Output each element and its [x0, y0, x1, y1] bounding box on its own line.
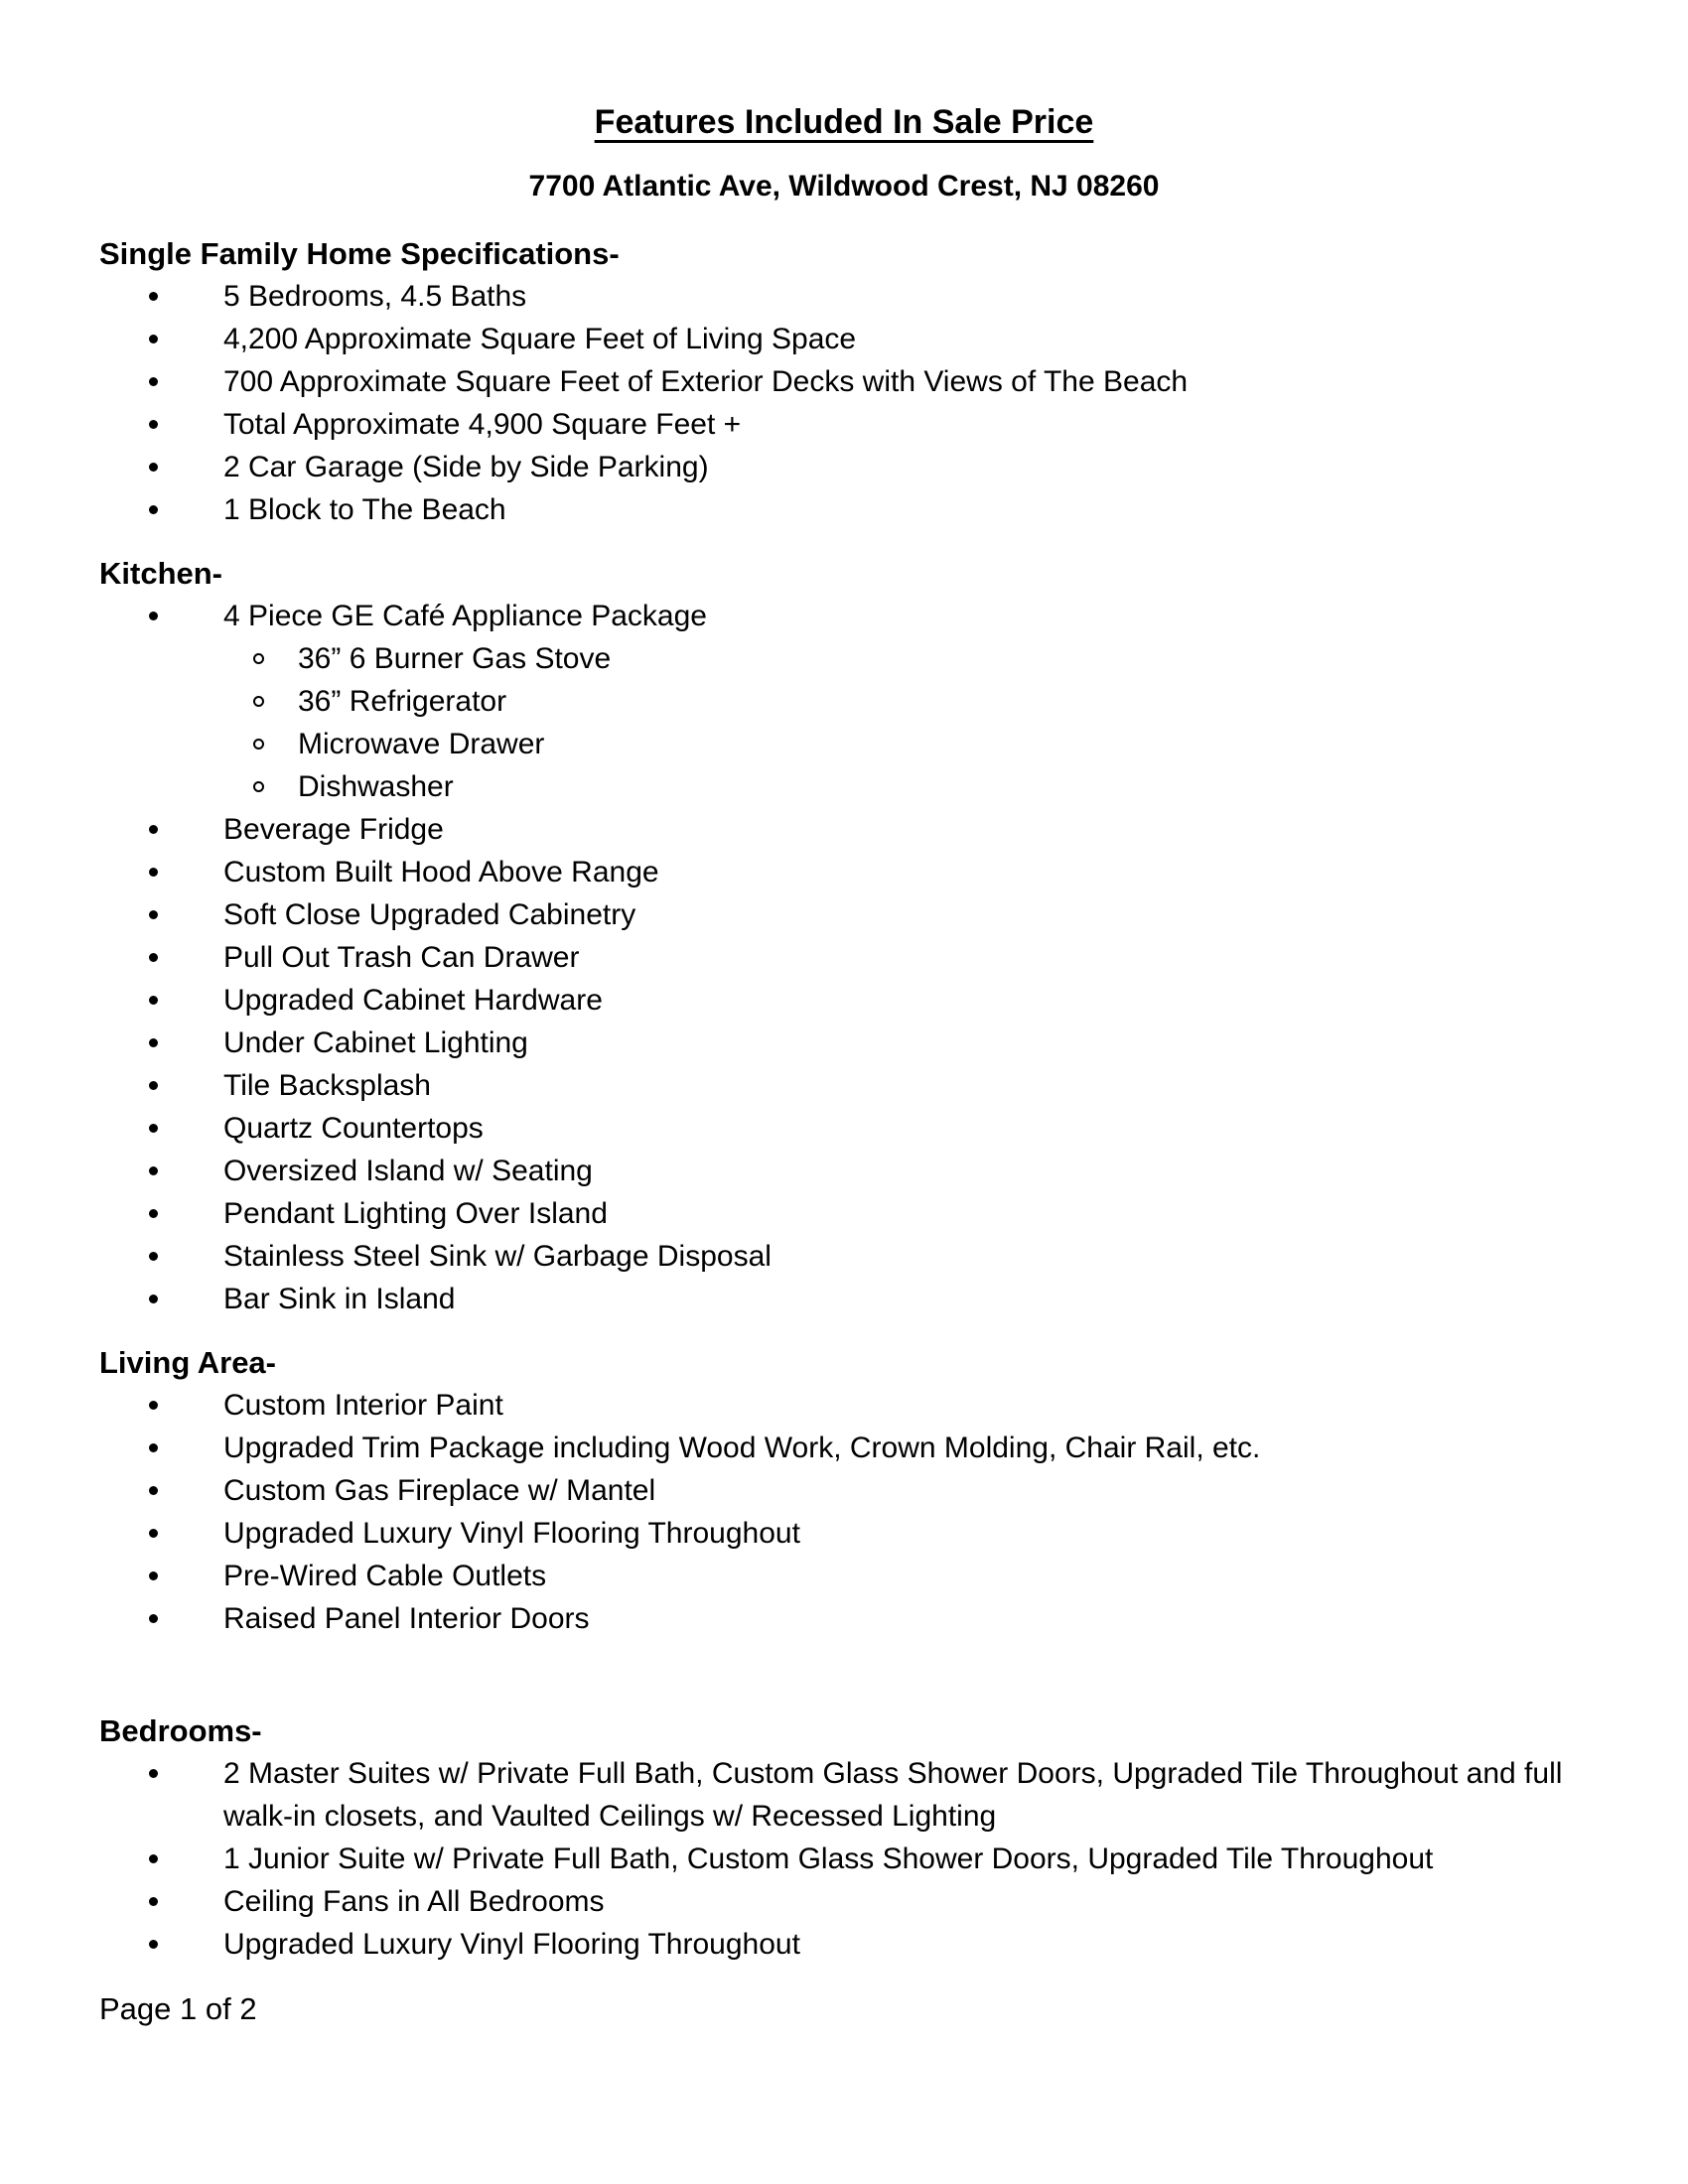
list-item	[99, 360, 1589, 403]
bullet-list	[99, 275, 1589, 531]
sub-bullet-list	[223, 637, 1589, 808]
bullet-dot-icon	[149, 910, 158, 919]
list-item	[99, 851, 1589, 893]
list-item	[99, 1469, 1589, 1512]
list-item	[99, 275, 1589, 318]
list-item-text: Custom Interior Paint	[223, 1389, 503, 1422]
bullet-dot-icon	[149, 1897, 158, 1906]
bullet-dot-icon	[149, 292, 158, 301]
bullet-dot-icon	[149, 377, 158, 386]
list-item	[99, 979, 1589, 1022]
bullet-dot-icon	[149, 1038, 158, 1047]
bullet-dot-icon	[149, 1940, 158, 1949]
list-item-text: Soft Close Upgraded Cabinetry	[223, 898, 636, 931]
list-item-text: Pre-Wired Cable Outlets	[223, 1560, 547, 1592]
sub-list-item-text: Dishwasher	[298, 770, 454, 803]
document-title: Features Included In Sale Price	[594, 103, 1094, 141]
bullet-circle-icon	[253, 781, 264, 792]
list-item-text: Under Cabinet Lighting	[223, 1026, 528, 1059]
bullet-dot-icon	[149, 1295, 158, 1303]
sub-list-item-text: 36” 6 Burner Gas Stove	[298, 642, 612, 675]
list-item-text: Bar Sink in Island	[223, 1283, 456, 1315]
list-item-text: 1 Block to The Beach	[223, 493, 506, 526]
section-heading: Single Family Home Specifications-	[99, 236, 620, 271]
bullet-circle-icon	[253, 653, 264, 664]
bullet-dot-icon	[149, 612, 158, 620]
list-item-text: Beverage Fridge	[223, 813, 444, 846]
list-item-text: Pull Out Trash Can Drawer	[223, 941, 580, 974]
list-item-text: Tile Backsplash	[223, 1069, 431, 1102]
list-item-text: 4 Piece GE Café Appliance Package	[223, 600, 707, 632]
list-item	[99, 1838, 1589, 1880]
list-item-text: 1 Junior Suite w/ Private Full Bath, Custom Glass Shower Doors, Upgraded Tile Throughout	[223, 1843, 1434, 1875]
bullet-dot-icon	[149, 1854, 158, 1863]
list-item-text: Quartz Countertops	[223, 1112, 484, 1145]
sub-list-item-text: 36” Refrigerator	[298, 685, 507, 718]
list-item	[99, 403, 1589, 446]
page-number: Page 1 of 2	[99, 1991, 257, 2026]
bullet-dot-icon	[149, 463, 158, 472]
bullet-dot-icon	[149, 505, 158, 514]
bullet-circle-icon	[253, 739, 264, 750]
bullet-dot-icon	[149, 1443, 158, 1452]
bullet-dot-icon	[149, 1614, 158, 1623]
list-item	[99, 1752, 1589, 1838]
bullet-dot-icon	[149, 1769, 158, 1778]
bullet-list	[99, 1752, 1589, 1966]
bullet-dot-icon	[149, 1166, 158, 1175]
list-item	[99, 1192, 1589, 1235]
list-item-text: Oversized Island w/ Seating	[223, 1155, 593, 1187]
list-item-text: Ceiling Fans in All Bedrooms	[223, 1885, 605, 1918]
sub-list-item	[223, 765, 1589, 808]
list-item	[99, 1427, 1589, 1469]
sub-list-item	[223, 680, 1589, 723]
list-item	[99, 1150, 1589, 1192]
section-heading: Living Area-	[99, 1345, 276, 1380]
list-item-text: Upgraded Luxury Vinyl Flooring Throughout	[223, 1928, 800, 1961]
bullet-dot-icon	[149, 868, 158, 877]
list-item-text: Upgraded Trim Package including Wood Work, Crown Molding, Chair Rail, etc.	[223, 1432, 1261, 1464]
list-item-text: Pendant Lighting Over Island	[223, 1197, 608, 1230]
list-item	[99, 1555, 1589, 1597]
bullet-dot-icon	[149, 1209, 158, 1218]
document-subtitle: 7700 Atlantic Ave, Wildwood Crest, NJ 08260	[528, 170, 1160, 203]
bullet-dot-icon	[149, 825, 158, 834]
bullet-dot-icon	[149, 953, 158, 962]
list-item	[99, 893, 1589, 936]
bullet-dot-icon	[149, 996, 158, 1005]
list-item	[99, 936, 1589, 979]
list-item-text: Custom Gas Fireplace w/ Mantel	[223, 1474, 656, 1507]
sub-list-item-text: Microwave Drawer	[298, 728, 545, 760]
section-heading: Kitchen-	[99, 556, 222, 591]
bullet-circle-icon	[253, 696, 264, 707]
list-item	[99, 1384, 1589, 1427]
list-item	[99, 1278, 1589, 1320]
list-item	[99, 446, 1589, 488]
bullet-list	[99, 595, 1589, 1320]
bullet-dot-icon	[149, 1401, 158, 1410]
list-item-text: Custom Built Hood Above Range	[223, 856, 659, 888]
list-item-text: 700 Approximate Square Feet of Exterior Decks with Views of The Beach	[223, 365, 1189, 398]
list-item	[99, 1064, 1589, 1107]
list-item-text: Raised Panel Interior Doors	[223, 1602, 590, 1635]
list-item-text: Stainless Steel Sink w/ Garbage Disposal	[223, 1240, 772, 1273]
bullet-dot-icon	[149, 1081, 158, 1090]
list-item-text: 2 Car Garage (Side by Side Parking)	[223, 451, 709, 483]
bullet-dot-icon	[149, 1124, 158, 1133]
list-item	[99, 808, 1589, 851]
list-item	[99, 1880, 1589, 1923]
list-item-text: Upgraded Luxury Vinyl Flooring Throughout	[223, 1517, 800, 1550]
bullet-dot-icon	[149, 420, 158, 429]
section-living-area	[99, 1341, 1589, 1640]
section-single-family-home-specifications	[99, 232, 1589, 531]
list-item	[99, 1923, 1589, 1966]
list-item	[99, 1512, 1589, 1555]
list-item	[99, 1107, 1589, 1150]
bullet-dot-icon	[149, 1486, 158, 1495]
section-bedrooms	[99, 1709, 1589, 1966]
list-item-text: Upgraded Cabinet Hardware	[223, 984, 603, 1017]
bullet-dot-icon	[149, 1529, 158, 1538]
list-item-text: Total Approximate 4,900 Square Feet +	[223, 408, 742, 441]
list-item-text: 4,200 Approximate Square Feet of Living Space	[223, 323, 857, 355]
list-item-text: 2 Master Suites w/ Private Full Bath, Custom Glass Shower Doors, Upgraded Tile Throughout and full walk-in closets, and Vaulted Ceilings w/ Recessed Lighting	[223, 1757, 1563, 1833]
bullet-list	[99, 1384, 1589, 1640]
list-item	[99, 595, 1589, 808]
bullet-dot-icon	[149, 335, 158, 343]
sub-list-item	[223, 723, 1589, 765]
list-item	[99, 1235, 1589, 1278]
bullet-dot-icon	[149, 1252, 158, 1261]
list-item-text: 5 Bedrooms, 4.5 Baths	[223, 280, 527, 313]
bullet-dot-icon	[149, 1571, 158, 1580]
sub-list-item	[223, 637, 1589, 680]
list-item	[99, 1597, 1589, 1640]
list-item	[99, 488, 1589, 531]
list-item	[99, 1022, 1589, 1064]
section-heading: Bedrooms-	[99, 1713, 262, 1748]
list-item	[99, 318, 1589, 360]
sections-container	[99, 232, 1589, 1966]
section-kitchen	[99, 552, 1589, 1320]
